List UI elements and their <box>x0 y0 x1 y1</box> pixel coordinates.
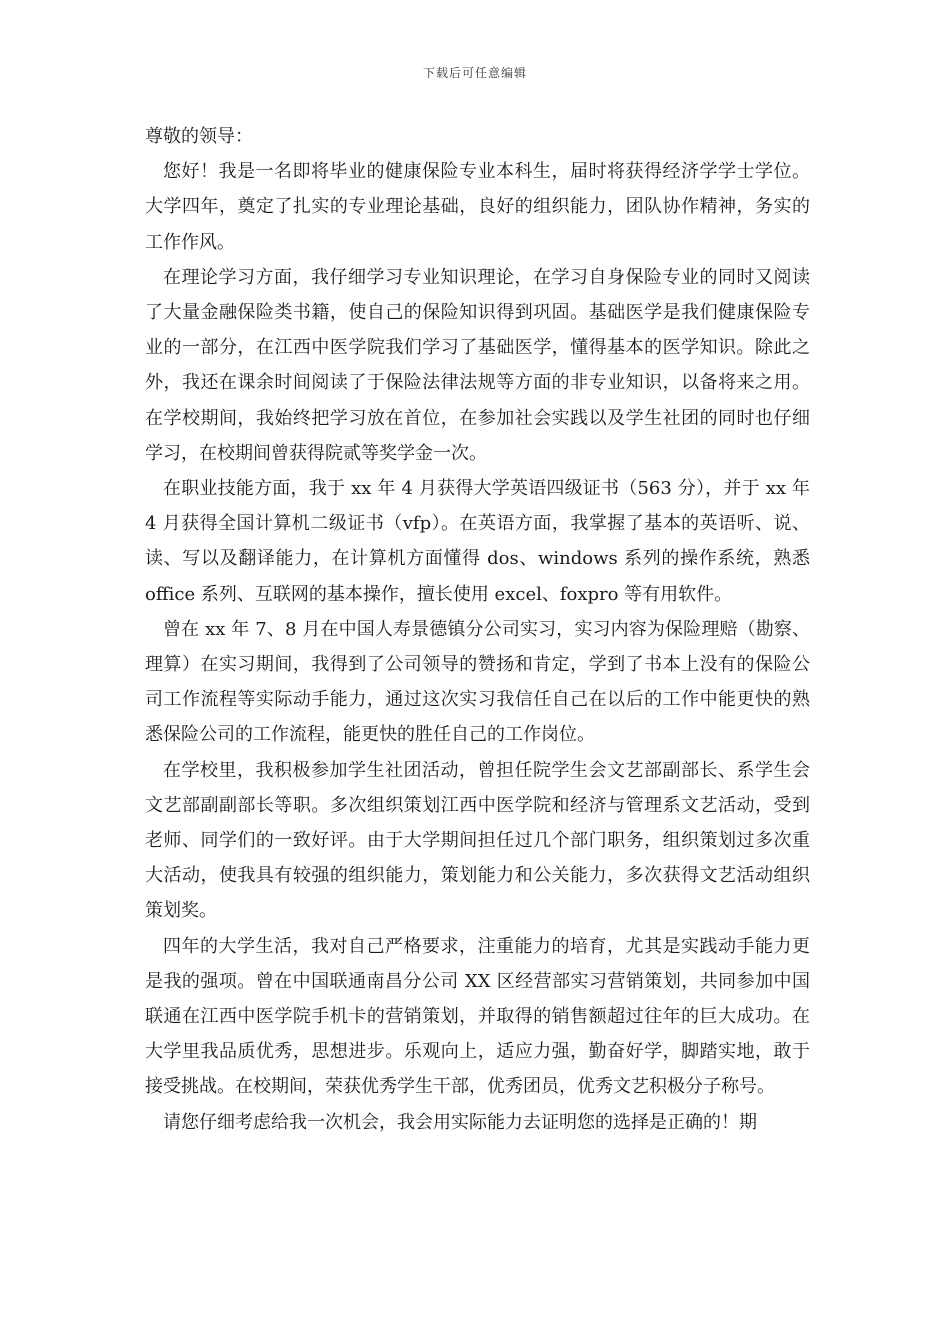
paragraph-closing: 请您仔细考虑给我一次机会，我会用实际能力去证明您的选择是正确的！期 <box>163 1111 757 1133</box>
salutation: 尊敬的领导： <box>145 126 253 147</box>
paragraph-student-activities: 在学校里，我积极参加学生社团活动，曾担任院学生会文艺部副部长、系学生会文艺部副副部长等职。多次组织策划江西中医学院和经济与管理系文艺活动，受到老师、同学们的一致好评。由于大学期间担任过几个部门职务，组织策划过多次重大活动，使我具有较强的组织能力，策划能力和公关能力，多次获得文艺活动组织策划奖。 <box>145 759 810 922</box>
letter-body <box>145 119 810 1140</box>
header-note: 下载后可任意编辑 <box>422 66 527 80</box>
paragraph-greeting: 您好！我是一名即将毕业的健康保险专业本科生，届时将获得经济学学士学位。大学四年，奠定了扎实的专业理论基础，良好的组织能力，团队协作精神，务实的工作作风。 <box>145 161 810 253</box>
paragraph-university-life: 四年的大学生活，我对自己严格要求，注重能力的培育，尤其是实践动手能力更是我的强项。曾在中国联通南昌分公司 XX 区经营部实习营销策划，共同参加中国联通在江西中医学院手机卡的营销策划，并取得的销售额超过往年的巨大成功。在大学里我品质优秀，思想进步。乐观向上，适应力强，勤奋好学，脚踏实地，敢于接受挑战。在校期间，荣获优秀学生干部，优秀团员，优秀文艺积极分子称号。 <box>145 935 810 1098</box>
paragraph-theory-study: 在理论学习方面，我仔细学习专业知识理论，在学习自身保险专业的同时又阅读了大量金融保险类书籍，使自己的保险知识得到巩固。基础医学是我们健康保险专业的一部分，在江西中医学院我们学习了基础医学，懂得基本的医学知识。除此之外，我还在课余时间阅读了于保险法律法规等方面的非专业知识，以备将来之用。在学校期间，我始终把学习放在首位，在参加社会实践以及学生社团的同时也仔细学习，在校期间曾获得院贰等奖学金一次。 <box>145 266 810 464</box>
paragraph-internship: 曾在 xx 年 7、8 月在中国人寿景德镇分公司实习，实习内容为保险理赔（勘察、理算）在实习期间，我得到了公司领导的赞扬和肯定，学到了书本上没有的保险公司工作流程等实际动手能力，通过这次实习我信任自己在以后的工作中能更快的熟悉保险公司的工作流程，能更快的胜任自己的工作岗位。 <box>145 618 810 746</box>
paragraph-skills: 在职业技能方面，我于 xx 年 4 月获得大学英语四级证书（563 分），并于 xx 年 4 月获得全国计算机二级证书（vfp）。在英语方面，我掌握了基本的英语听、说、读、写以及翻译能力，在计算机方面懂得 dos、windows 系列的操作系统，熟悉 office 系列、互联网的基本操作，擅长使用 excel、foxpro 等有用软件。 <box>145 478 810 605</box>
